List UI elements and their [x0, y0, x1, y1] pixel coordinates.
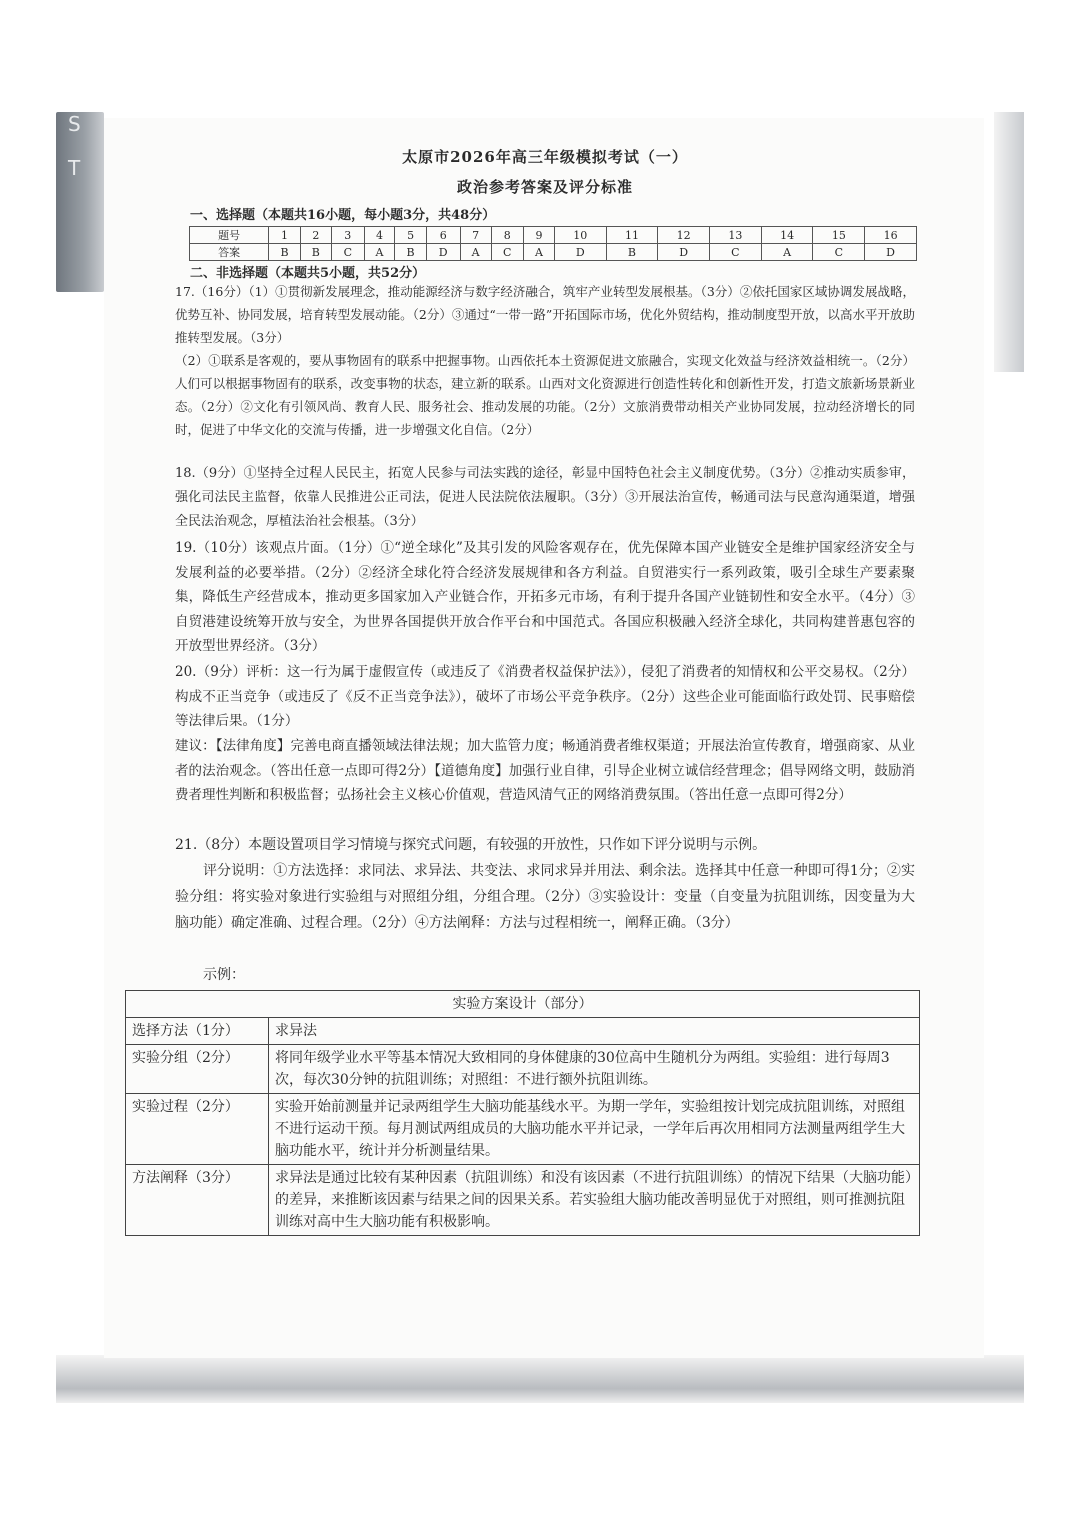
table-row — [126, 991, 920, 1018]
table-cell: C — [813, 244, 865, 261]
table-cell: 4 — [364, 227, 395, 244]
section-heading-nonchoice: 二、非选择题（本题共5小题，共52分） — [190, 266, 426, 281]
plan-row-label: 方法阐释（3分） — [126, 1165, 269, 1236]
table-cell: C — [332, 244, 364, 261]
table-row — [126, 1094, 920, 1165]
table-cell: 5 — [395, 227, 426, 244]
answer-21-intro: 21.（8分）本题设置项目学习情境与探究式问题，有较强的开放性，只作如下评分说明与示例。 — [175, 837, 767, 853]
table-row — [190, 227, 917, 244]
table-cell: B — [395, 244, 426, 261]
background-keyboard-edge — [56, 112, 104, 292]
answer-17-part2: （2）①联系是客观的，要从事物固有的联系中把握事物。山西依托本土资源促进文旅融合，实现文化效益与经济效益相统一。（2分）人们可以根据事物固有的联系，改变事物的状态，建立新的联系。山西对文化资源进行创造性转化和创新性开发，打造文旅新场景新业态。（2分）②文化有引领风尚、教育人民、服务社会、推动发展的功能。（2分）文旅消费带动相关产业协同发展，拉动经济增长的同时，促进了中华文化的交流与传播，进一步增强文化自信。（2分） — [175, 353, 915, 437]
plan-row-text: 将同年级学业水平等基本情况大致相同的身体健康的30位高中生随机分为两组。实验组：进行每周3次，每次30分钟的抗阻训练；对照组：不进行额外抗阻训练。 — [269, 1045, 920, 1094]
table-row — [126, 1045, 920, 1094]
plan-row-label: 实验分组（2分） — [126, 1045, 269, 1094]
answer-20-analysis: 20.（9分）评析：这一行为属于虚假宣传（或违反了《消费者权益保护法》），侵犯了消费者的知情权和公平交易权。（2分）构成不正当竞争（或违反了《反不正当竞争法》），破坏了市场公平竞争秩序。（2分）这些企业可能面临行政处罚、民事赔偿等法律后果。（1分） — [175, 664, 915, 729]
example-label: 示例： — [203, 967, 245, 983]
table-cell: B — [300, 244, 331, 261]
answer-20-suggestion: 建议：【法律角度】完善电商直播领域法律法规；加大监管力度；畅通消费者维权渠道；开展法治宣传教育，增强商家、从业者的法治观念。（答出任意一点即可得2分）【道德角度】加强行业自律，引导企业树立诚信经营理念；倡导网络文明，鼓励消费者理性判断和积极监督；弘扬社会主义核心价值观，营造风清气正的网络消费氛围。（答出任意一点即可得2分） — [175, 738, 915, 803]
table-cell: 16 — [865, 227, 917, 244]
plan-row-label: 实验过程（2分） — [126, 1094, 269, 1165]
experiment-plan-table — [125, 990, 920, 1236]
table-cell: 答案 — [190, 244, 269, 261]
answer-18: 18.（9分）①坚持全过程人民民主，拓宽人民参与司法实践的途径，彰显中国特色社会主义制度优势。（3分）②推动实质参审，强化司法民主监督，依靠人民推进公正司法，促进人民法院依法履职。（3分）③开展法治宣传，畅通司法与民意沟通渠道，增强全民法治观念，厚植法治社会根基。（3分） — [175, 466, 915, 529]
table-cell: 15 — [813, 227, 865, 244]
table-cell: 10 — [554, 227, 606, 244]
table-row — [126, 1018, 920, 1045]
answer-table — [189, 226, 917, 261]
table-cell: C — [491, 244, 523, 261]
table-cell: D — [554, 244, 606, 261]
plan-table-header: 实验方案设计（部分） — [126, 991, 920, 1018]
table-cell: 题号 — [190, 227, 269, 244]
table-cell: 9 — [524, 227, 555, 244]
table-cell: D — [658, 244, 710, 261]
table-cell: A — [460, 244, 491, 261]
table-cell: A — [761, 244, 813, 261]
table-cell: 6 — [426, 227, 460, 244]
plan-row-text: 求异法是通过比较有某种因素（抗阻训练）和没有该因素（不进行抗阻训练）的情况下结果（大脑功能）的差异，来推断该因素与结果之间的因果关系。若实验组大脑功能改善明显优于对照组，则可推测抗阻训练对高中生大脑功能有积极影响。 — [269, 1165, 920, 1236]
table-cell: B — [269, 244, 300, 261]
plan-row-label: 选择方法（1分） — [126, 1018, 269, 1045]
table-row — [190, 244, 917, 261]
table-cell: A — [524, 244, 555, 261]
table-cell: C — [710, 244, 762, 261]
table-cell: 14 — [761, 227, 813, 244]
table-cell: 2 — [300, 227, 331, 244]
answer-17-part1: 17.（16分）（1）①贯彻新发展理念，推动能源经济与数字经济融合，筑牢产业转型发展根基。（3分）②依托国家区域协调发展战略，优势互补、协同发展，培育转型发展动能。（2分）③通过“一带一路”开拓国际市场，优化外贸结构，推动制度型开放，以高水平开放助推转型发展。（3分） — [175, 284, 915, 345]
section-heading-choice: 一、选择题（本题共16小题，每小题3分，共48分） — [190, 208, 496, 223]
page-bottom-shadow — [56, 1355, 1024, 1403]
table-row — [126, 1165, 920, 1236]
document-title: 太原市2026年高三年级模拟考试（一） — [402, 148, 688, 166]
table-cell: 8 — [491, 227, 523, 244]
table-cell: 3 — [332, 227, 364, 244]
table-cell: 1 — [269, 227, 300, 244]
table-cell: 13 — [710, 227, 762, 244]
edge-letter: T — [68, 156, 81, 180]
document-subtitle: 政治参考答案及评分标准 — [456, 178, 633, 196]
plan-row-text: 求异法 — [269, 1018, 920, 1045]
background-edge-right — [994, 112, 1024, 372]
edge-letter: S — [68, 112, 81, 136]
table-cell: 12 — [658, 227, 710, 244]
table-cell: B — [606, 244, 658, 261]
table-cell: 7 — [460, 227, 491, 244]
table-cell: 11 — [606, 227, 658, 244]
table-cell: D — [865, 244, 917, 261]
answer-19: 19.（10分）该观点片面。（1分）①“逆全球化”及其引发的风险客观存在，优先保障本国产业链安全是维护国家经济安全与发展利益的必要举措。（2分）②经济全球化符合经济发展规律和各方利益。自贸港实行一系列政策，吸引全球生产要素聚集，降低生产经营成本，推动更多国家加入产业链合作，开拓多元市场，有利于提升各国产业链韧性和安全水平。（4分）③自贸港建设统筹开放与安全，为世界各国提供开放合作平台和中国范式。各国应积极融入经济全球化，共同构建普惠包容的开放型世界经济。（3分） — [175, 540, 915, 654]
table-cell: A — [364, 244, 395, 261]
answer-21-scoring: 评分说明：①方法选择：求同法、求异法、共变法、求同求异并用法、剩余法。选择其中任意一种即可得1分；②实验分组：将实验对象进行实验组与对照组分组，分组合理。（2分）③实验设计：变量（自变量为抗阻训练，因变量为大脑功能）确定准确、过程合理。（2分）④方法阐释：方法与过程相统一，阐释正确。（3分） — [175, 863, 915, 931]
plan-row-text: 实验开始前测量并记录两组学生大脑功能基线水平。为期一学年，实验组按计划完成抗阻训练，对照组不进行运动干预。每月测试两组成员的大脑功能水平并记录，一学年后再次用相同方法测量两组学生大脑功能水平，统计并分析测量结果。 — [269, 1094, 920, 1165]
table-cell: D — [426, 244, 460, 261]
